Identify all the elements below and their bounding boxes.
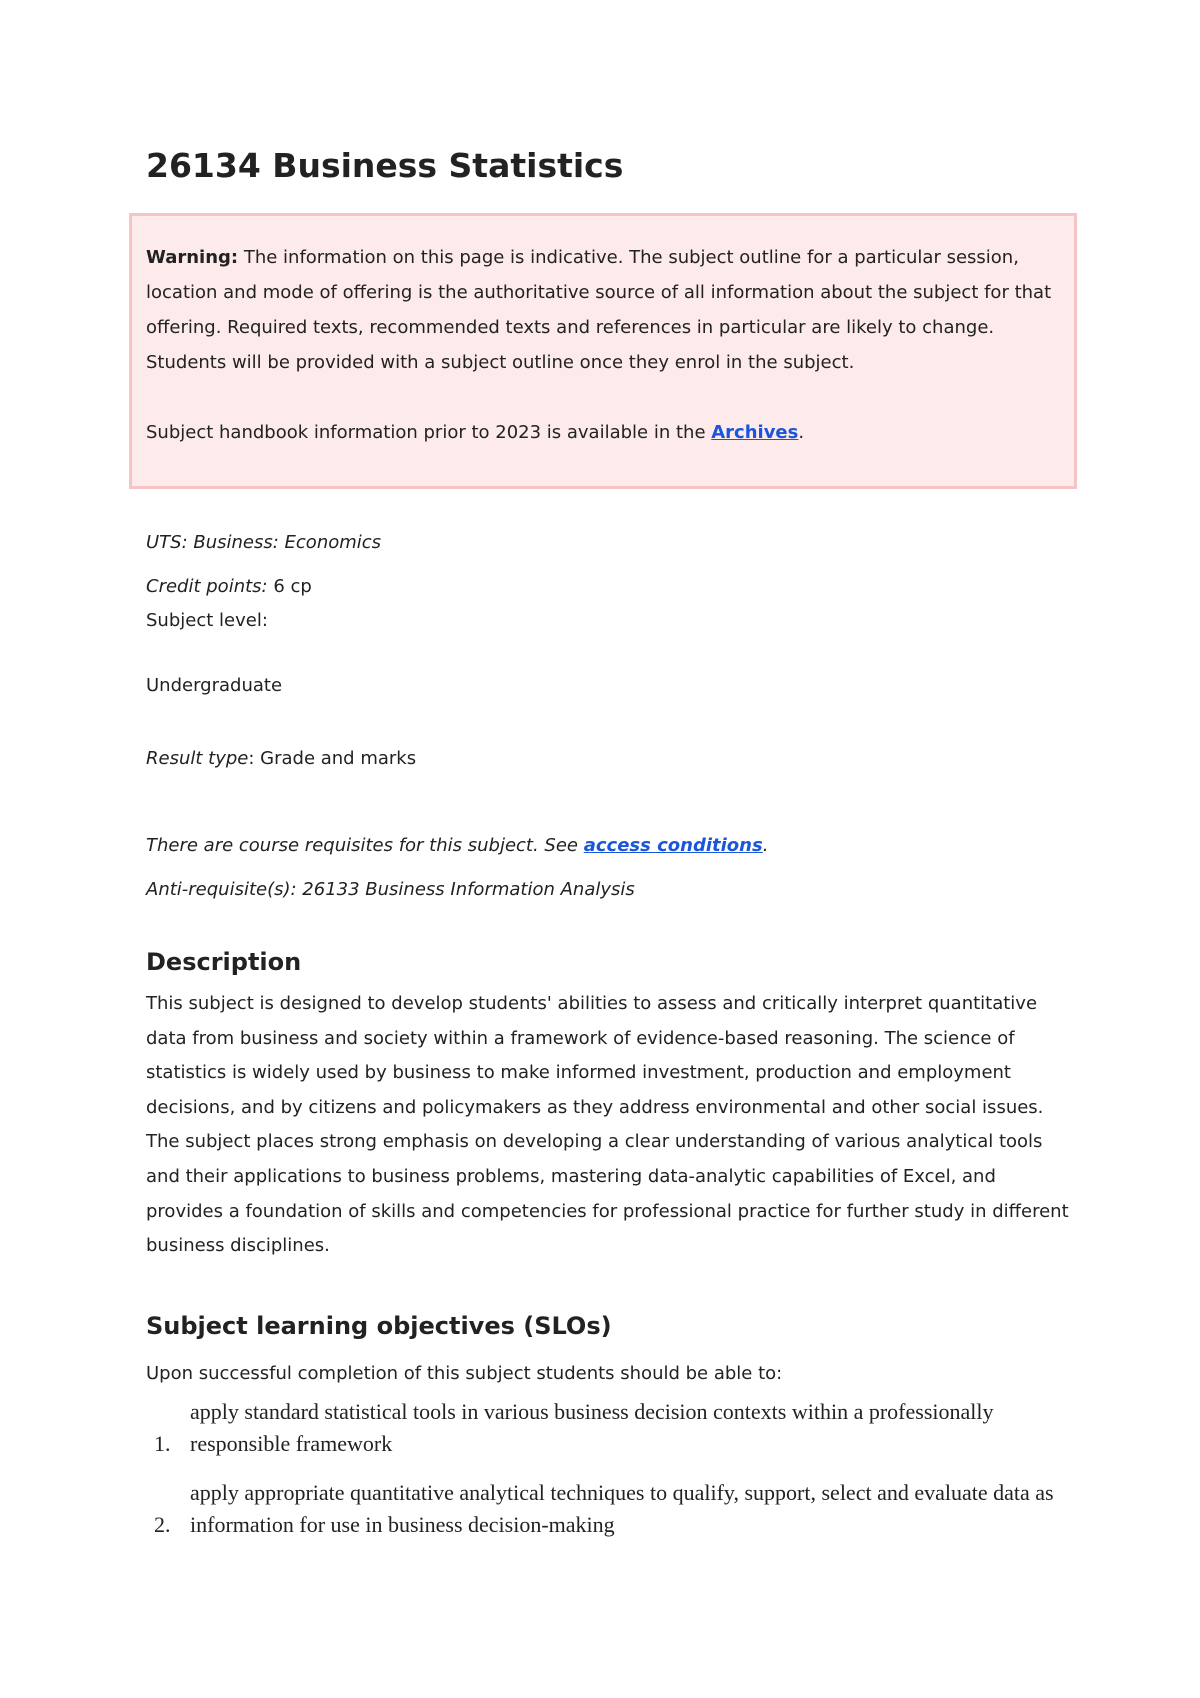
slo-intro: Upon successful completion of this subject students should be able to: xyxy=(146,1363,783,1384)
slo-number: 1. xyxy=(154,1431,171,1456)
faculty-text: UTS: Business: Economics xyxy=(146,532,382,553)
warning-paragraph xyxy=(146,240,1060,380)
description-heading: Description xyxy=(146,948,302,976)
warning-label: Warning: xyxy=(146,247,239,268)
result-type-label: Result type xyxy=(146,748,249,769)
description-body: This subject is designed to develop students' abilities to assess and critically interpret quantitative data from business and society within a framework of evidence-based reasoning. The science of statistics is widely used by business to make informed investment, production and employment decisions, and by citizens and policymakers as they address environmental and other social issues. The subject places strong emphasis on developing a clear understanding of various analytical tools and their applications to business problems, mastering data-analytic capabilities of Excel, and provides a foundation of skills and competencies for professional practice for further study in different business disciplines. xyxy=(146,993,1069,1257)
archives-suffix: . xyxy=(798,422,805,443)
slo-number: 2. xyxy=(154,1512,171,1537)
slo-text: apply appropriate quantitative analytical techniques to qualify, support, select and evaluate data as information for use in business decision-making xyxy=(190,1480,1054,1537)
slo-list xyxy=(146,1396,1076,1558)
slo-item xyxy=(146,1477,1076,1541)
result-type-line xyxy=(146,747,416,771)
slo-item xyxy=(146,1396,1076,1460)
archives-link[interactable]: Archives xyxy=(711,422,799,443)
archives-paragraph xyxy=(146,415,1060,450)
access-conditions-link[interactable]: access conditions xyxy=(583,835,763,856)
slo-heading: Subject learning objectives (SLOs) xyxy=(146,1312,612,1340)
subject-level-value: Undergraduate xyxy=(146,675,283,696)
credit-points-line xyxy=(146,575,312,599)
credit-points-label: Credit points: xyxy=(146,576,268,597)
archives-prefix: Subject handbook information prior to 2023 is available in the xyxy=(146,422,712,443)
slo-text: apply standard statistical tools in various business decision contexts within a professionally responsible framework xyxy=(190,1399,994,1456)
anti-requisite-text: Anti-requisite(s): 26133 Business Information Analysis xyxy=(146,879,635,900)
requisites-text: There are course requisites for this subject. See xyxy=(146,835,584,856)
page-title: 26134 Business Statistics xyxy=(146,146,624,185)
result-type-value: : Grade and marks xyxy=(248,748,417,769)
warning-text: The information on this page is indicative. The subject outline for a particular session, location and mode of offering is the authoritative source of all information about the subject for that offering. Required texts, recommended texts and references in particular are likely to change. Students will be provided with a subject outline once they enrol in the subject. xyxy=(146,247,1052,373)
warning-box xyxy=(129,213,1077,489)
requisites-suffix: . xyxy=(762,835,769,856)
anti-requisite-line xyxy=(146,878,635,902)
subject-level-label: Subject level: xyxy=(146,610,268,631)
requisites-line xyxy=(146,834,768,858)
faculty-line xyxy=(146,531,381,555)
credit-points-value: 6 cp xyxy=(267,576,312,597)
